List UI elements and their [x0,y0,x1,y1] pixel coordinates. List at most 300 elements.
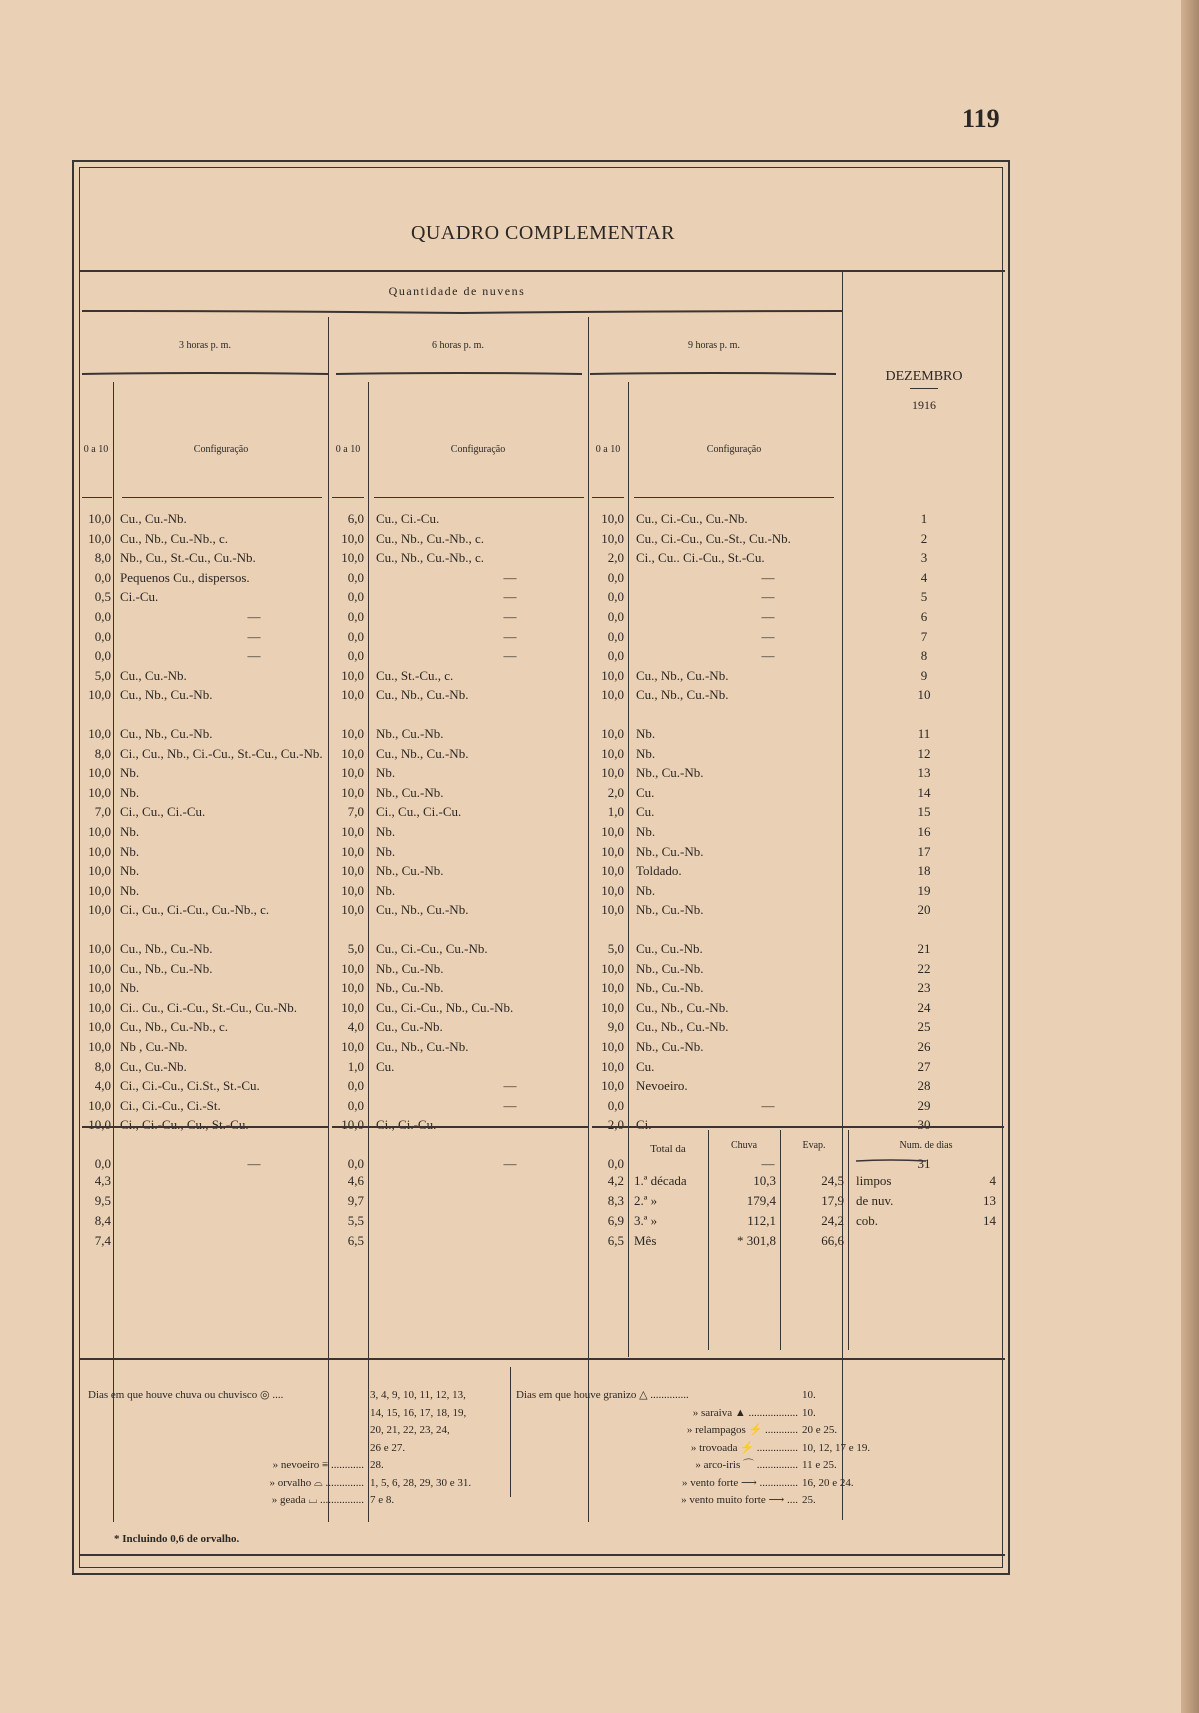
row-3-d: 3 [920,550,928,566]
header-rule-a3 [82,497,112,498]
row-27-c3: Cu., Cu.-Nb. [120,1058,187,1074]
totals-1-label: 1.ª década [634,1173,687,1188]
row-30-a6: 10,0 [341,1117,364,1133]
row-28-c3: Ci., Ci.-Cu., Ci.St., St.-Cu. [120,1078,260,1094]
notes_left-label-1: Dias em que houve chuva ou chuvisco ◎ .... [88,1389,284,1401]
row-15-c3: Ci., Cu., Ci.-Cu. [120,804,206,820]
row-4-a6: 0,0 [347,569,364,585]
row-31-a6: 0,0 [347,1156,364,1171]
row-31-a3: 0,0 [94,1156,111,1171]
row-26-c3: Nb , Cu.-Nb. [120,1039,188,1054]
row-21-a6: 5,0 [347,941,364,956]
row-25-a3: 10,0 [88,1019,111,1035]
row-14-d: 14 [917,784,931,800]
header-brace-9pm [590,370,836,378]
row-30-c9: Ci. [636,1117,652,1133]
row-14-c3: Nb. [120,784,140,800]
header-period-6pm: 6 horas p. m. [432,340,484,351]
row-2-c6: Cu., Nb., Cu.-Nb., c. [376,530,484,546]
notes_right-label-4: » trovoada ⚡ ............... [690,1441,798,1454]
row-10-a3: 10,0 [88,687,111,703]
row-11-a3: 10,0 [88,726,111,741]
row-26-c6: Cu., Nb., Cu.-Nb. [376,1039,469,1054]
notes-divider [510,1367,511,1497]
row-4-c9: — [761,569,775,585]
footnote: * Incluindo 0,6 de orvalho. [114,1533,240,1545]
row-3-a9: 2,0 [607,550,624,566]
row-25-d: 25 [917,1019,931,1035]
row-20-a9: 10,0 [601,902,624,918]
row-23-d: 23 [917,980,931,996]
row-5-a9: 0,0 [607,589,624,605]
notes_right-label-6: » vento forte ⟶ .............. [682,1476,798,1489]
row-26-a3: 10,0 [88,1039,111,1054]
row-7-c3: — [247,628,261,644]
totals-2-m6: 9,7 [347,1193,364,1208]
row-30-a9: 2,0 [607,1117,624,1133]
row-11-a6: 10,0 [341,726,364,741]
col-divider-3pm [328,317,329,1522]
row-8-d: 8 [920,648,928,664]
row-3-c6: Cu., Nb., Cu.-Nb., c. [376,550,484,566]
notes_left-value-4: 26 e 27. [370,1441,406,1454]
row-14-c6: Nb., Cu.-Nb. [376,784,444,800]
totals-3-chuva: 112,1 [747,1213,776,1228]
totals-divider-numdias [848,1130,849,1350]
row-18-a6: 10,0 [341,863,364,879]
row-29-a9: 0,0 [607,1097,624,1113]
notes_right-label-1: Dias em que houve granizo △ .............. [516,1389,689,1401]
row-6-a6: 0,0 [347,609,364,624]
notes_right-label-2: » saraiva ▲ .................. [692,1406,798,1419]
row-18-d: 18 [917,863,931,879]
row-8-a3: 0,0 [94,648,111,664]
totals-3-evap: 24,2 [821,1213,844,1228]
row-2-c9: Cu., Ci.-Cu., Cu.-St., Cu.-Nb. [636,530,791,546]
row-9-c9: Cu., Nb., Cu.-Nb. [636,667,729,683]
row-24-a9: 10,0 [601,999,624,1015]
row-2-a6: 10,0 [341,530,364,546]
row-9-d: 9 [920,667,928,683]
row-4-c6: — [503,569,517,585]
header-period-3pm: 3 horas p. m. [179,340,231,351]
row-4-a9: 0,0 [607,569,624,585]
totals-header-chuva: Chuva [730,1140,758,1151]
row-12-a6: 10,0 [341,745,364,761]
row-26-a6: 10,0 [341,1039,364,1054]
row-20-c6: Cu., Nb., Cu.-Nb. [376,902,469,918]
row-23-a3: 10,0 [88,980,111,996]
row-1-c6: Cu., Ci.-Cu. [376,511,440,526]
row-20-c3: Ci., Cu., Ci.-Cu., Cu.-Nb., c. [120,902,270,918]
row-22-c6: Nb., Cu.-Nb. [376,960,444,976]
row-27-c6: Cu. [376,1058,395,1074]
row-7-a9: 0,0 [607,628,624,644]
col-divider-a3 [113,382,114,1522]
row-19-c3: Nb. [120,882,140,898]
totals-3-nd_val: 14 [983,1213,996,1228]
header-month: DEZEMBRO [885,369,963,384]
row-17-a3: 10,0 [88,843,111,859]
row-25-c6: Cu., Cu.-Nb. [376,1019,443,1035]
row-26-c9: Nb., Cu.-Nb. [636,1039,704,1054]
row-13-a6: 10,0 [341,765,364,781]
row-13-a3: 10,0 [88,765,111,781]
row-25-c9: Cu., Nb., Cu.-Nb. [636,1019,729,1035]
row-15-c6: Ci., Cu., Ci.-Cu. [376,804,462,820]
row-11-c3: Cu., Nb., Cu.-Nb. [120,726,213,741]
row-1-c3: Cu., Cu.-Nb. [120,511,187,526]
row-24-d: 24 [917,999,931,1015]
row-5-a6: 0,0 [347,589,364,605]
totals-rule-6pm [332,1126,588,1128]
row-14-a6: 10,0 [341,784,364,800]
row-10-d: 10 [917,687,931,703]
header-config-3pm: Configuração [193,444,249,455]
row-3-c3: Nb., Cu., St.-Cu., Cu.-Nb. [120,550,256,566]
notes_right-label-7: » vento muito forte ⟶ .... [681,1494,798,1506]
row-2-a9: 10,0 [601,530,624,546]
totals-header-total-da: Total da [650,1143,686,1155]
totals-2-m3: 9,5 [94,1193,111,1208]
row-16-c9: Nb. [636,824,656,839]
row-20-a3: 10,0 [88,902,111,918]
row-18-c3: Nb. [120,863,140,879]
row-21-d: 21 [917,941,931,956]
row-16-d: 16 [917,824,931,839]
row-31-c3: — [247,1156,261,1171]
row-5-c6: — [503,589,517,605]
row-12-c6: Cu., Nb., Cu.-Nb. [376,745,469,761]
month-year-rule [910,388,938,389]
totals-1-m6: 4,6 [347,1173,364,1188]
row-26-a9: 10,0 [601,1039,624,1054]
bottom-rule [79,1554,1005,1556]
row-27-a3: 8,0 [94,1058,111,1074]
row-6-a3: 0,0 [94,609,111,624]
row-5-a3: 0,5 [94,589,111,605]
row-24-c9: Cu., Nb., Cu.-Nb. [636,999,729,1015]
notes_right-label-5: » arco-iris ⌒ ............... [695,1459,798,1471]
row-13-c9: Nb., Cu.-Nb. [636,765,704,781]
notes_right-value-3: 20 e 25. [802,1424,838,1436]
row-8-c6: — [503,648,517,664]
totals-1-m3: 4,3 [94,1173,111,1188]
notes_left-value-6: 1, 5, 6, 28, 29, 30 e 31. [370,1476,472,1489]
row-7-c6: — [503,628,517,644]
row-27-a6: 1,0 [347,1058,364,1074]
row-17-c6: Nb. [376,843,396,859]
row-8-c3: — [247,648,261,664]
header-brace-3pm [82,370,328,378]
row-14-c9: Cu. [636,784,655,800]
row-21-a9: 5,0 [607,941,624,956]
header-brace [82,307,842,315]
totals-1-m9: 4,2 [607,1173,624,1188]
num-dias-brace [856,1158,926,1164]
totals-3-m6: 5,5 [347,1213,364,1228]
totals-3-label: 3.ª » [634,1213,658,1228]
row-6-c3: — [247,609,261,624]
row-30-d: 30 [917,1117,931,1133]
table-frame [72,160,1010,1575]
row-11-c9: Nb. [636,726,656,741]
row-22-a9: 10,0 [601,960,624,976]
page-number: 119 [962,104,1000,133]
header-group-title: Quantidade de nuvens [388,284,526,298]
row-11-a9: 10,0 [601,726,624,741]
row-2-c3: Cu., Nb., Cu.-Nb., c. [120,530,228,546]
row-16-a3: 10,0 [88,824,111,839]
row-30-a3: 10,0 [88,1117,111,1133]
header-period-9pm: 9 horas p. m. [688,340,740,351]
totals-4-evap: 66,6 [821,1233,844,1248]
row-31-a9: 0,0 [607,1156,624,1171]
header-rule-a9 [592,497,624,498]
notes_right-value-4: 10, 12, 17 e 19. [802,1441,871,1454]
row-28-a9: 10,0 [601,1078,624,1094]
row-7-c9: — [761,628,775,644]
row-3-a6: 10,0 [341,550,364,566]
row-22-c9: Nb., Cu.-Nb. [636,960,704,976]
row-22-a6: 10,0 [341,960,364,976]
row-16-c3: Nb. [120,824,140,839]
row-9-c6: Cu., St.-Cu., c. [376,667,454,683]
row-23-a9: 10,0 [601,980,624,996]
totals-2-nd_label: de nuv. [856,1193,894,1208]
totals-2-nd_val: 13 [983,1193,996,1208]
row-17-c9: Nb., Cu.-Nb. [636,843,704,859]
row-10-a9: 10,0 [601,687,624,703]
totals-4-m6: 6,5 [347,1233,364,1248]
row-15-c9: Cu. [636,804,655,820]
row-15-a6: 7,0 [347,804,364,820]
row-11-d: 11 [917,726,931,741]
header-rule-c6 [374,497,584,498]
row-1-a9: 10,0 [601,511,624,526]
header-rule-a6 [332,497,364,498]
row-29-d: 29 [917,1097,931,1113]
totals-1-nd_val: 4 [989,1173,996,1188]
row-10-c3: Cu., Nb., Cu.-Nb. [120,687,213,703]
row-15-a3: 7,0 [94,804,111,820]
row-18-a9: 10,0 [601,863,624,879]
row-14-a9: 2,0 [607,784,624,800]
row-19-a3: 10,0 [88,882,111,898]
row-23-a6: 10,0 [341,980,364,996]
row-8-a6: 0,0 [347,648,364,664]
notes_left-label-7: » geada ⌴ ................ [271,1494,364,1506]
row-12-a9: 10,0 [601,745,624,761]
row-10-c6: Cu., Nb., Cu.-Nb. [376,687,469,703]
row-18-a3: 10,0 [88,863,111,879]
row-16-a9: 10,0 [601,824,624,839]
notes_left-label-6: » orvalho ⌓ .............. [269,1476,364,1489]
col-divider-6pm [588,317,589,1522]
col-divider-a9 [628,382,629,1357]
row-23-c6: Nb., Cu.-Nb. [376,980,444,996]
row-29-a3: 10,0 [88,1097,111,1113]
row-29-c9: — [761,1097,775,1113]
notes_right-label-3: » relampagos ⚡ ............ [686,1424,798,1436]
row-1-a3: 10,0 [88,511,111,526]
notes_right-value-6: 16, 20 e 24. [802,1476,854,1489]
totals-3-m9: 6,9 [607,1213,624,1228]
row-2-d: 2 [920,530,928,546]
row-17-d: 17 [917,843,931,859]
row-24-a3: 10,0 [88,999,111,1015]
row-15-a9: 1,0 [607,804,624,820]
row-24-c3: Ci.. Cu., Ci.-Cu., St.-Cu., Cu.-Nb. [120,999,297,1015]
row-27-d: 27 [917,1058,931,1074]
row-1-d: 1 [920,511,928,526]
row-12-c3: Ci., Cu., Nb., Ci.-Cu., St.-Cu., Cu.-Nb. [120,745,323,761]
totals-4-label: Mês [634,1233,657,1248]
totals-3-m3: 8,4 [94,1213,111,1228]
totals-4-m9: 6,5 [607,1233,624,1248]
row-27-a9: 10,0 [601,1058,624,1074]
notes_right-value-2: 10. [802,1406,816,1419]
row-19-c6: Nb. [376,882,396,898]
row-12-a3: 8,0 [94,745,111,761]
book-spine-shadow [1181,0,1199,1713]
row-9-c3: Cu., Cu.-Nb. [120,667,187,683]
header-amount-9pm: 0 a 10 [595,444,621,455]
row-3-a3: 8,0 [94,550,111,566]
row-19-d: 19 [917,882,931,898]
row-28-a3: 4,0 [94,1078,111,1094]
row-27-c9: Cu. [636,1058,655,1074]
row-28-c9: Nevoeiro. [636,1078,688,1094]
notes_left-value-7: 7 e 8. [370,1494,395,1506]
row-25-a9: 9,0 [607,1019,624,1035]
row-22-c3: Cu., Nb., Cu.-Nb. [120,960,213,976]
row-23-c3: Nb. [120,980,140,996]
row-5-c3: Ci.-Cu. [120,589,159,605]
row-9-a3: 5,0 [94,667,111,683]
row-29-a6: 0,0 [347,1097,364,1113]
totals-2-evap: 17,9 [821,1193,844,1208]
row-16-c6: Nb. [376,824,396,839]
row-13-a9: 10,0 [601,765,624,781]
row-18-c9: Toldado. [636,863,682,879]
row-21-c3: Cu., Nb., Cu.-Nb. [120,941,213,956]
row-22-d: 22 [917,960,931,976]
row-17-c3: Nb. [120,843,140,859]
row-20-c9: Nb., Cu.-Nb. [636,902,704,918]
row-10-c9: Cu., Nb., Cu.-Nb. [636,687,729,703]
title-rule [79,270,1005,272]
row-24-c6: Cu., Ci.-Cu., Nb., Cu.-Nb. [376,999,514,1015]
row-6-c6: — [503,609,517,624]
row-4-d: 4 [920,569,928,585]
totals-header-evap: Evap. [802,1140,826,1151]
row-29-c6: — [503,1097,517,1113]
row-17-a9: 10,0 [601,843,624,859]
row-13-c6: Nb. [376,765,396,781]
totals-1-chuva: 10,3 [753,1173,776,1188]
row-26-d: 26 [917,1039,931,1054]
row-9-a6: 10,0 [341,667,364,683]
row-21-a3: 10,0 [88,941,111,956]
header-rule-c9 [634,497,834,498]
row-15-d: 15 [917,804,931,820]
row-28-d: 28 [917,1078,931,1094]
row-12-c9: Nb. [636,745,656,761]
totals-rule-9pm [592,1126,1004,1128]
notes_left-label-5: » nevoeiro ≡ ............ [272,1459,364,1471]
row-19-c9: Nb. [636,882,656,898]
header-rule-c3 [122,497,322,498]
row-5-c9: — [761,589,775,605]
row-2-a3: 10,0 [88,530,111,546]
totals-1-evap: 24,5 [821,1173,844,1188]
row-17-a6: 10,0 [341,843,364,859]
header-year: 1916 [912,398,936,412]
totals-4-chuva: * 301,8 [737,1233,776,1248]
notes_right-value-7: 25. [802,1494,816,1506]
row-9-a9: 10,0 [601,667,624,683]
row-25-c3: Cu., Nb., Cu.-Nb., c. [120,1019,228,1035]
notes-rule [79,1358,1005,1360]
notes_right-value-5: 11 e 25. [802,1459,837,1471]
row-20-a6: 10,0 [341,902,364,918]
row-13-d: 13 [917,765,931,781]
totals-rule-3pm [82,1126,328,1128]
header-config-6pm: Configuração [450,444,506,455]
row-10-a6: 10,0 [341,687,364,703]
row-18-c6: Nb., Cu.-Nb. [376,863,444,879]
row-6-d: 6 [920,609,928,624]
row-29-c3: Ci., Ci.-Cu., Ci.-St. [120,1097,221,1113]
row-22-a3: 10,0 [88,960,111,976]
header-amount-3pm: 0 a 10 [83,444,109,455]
row-19-a6: 10,0 [341,882,364,898]
notes_left-value-1: 3, 4, 9, 10, 11, 12, 13, [370,1389,466,1401]
totals-2-chuva: 179,4 [746,1193,776,1208]
header-brace-6pm [336,370,582,378]
row-1-c9: Cu., Ci.-Cu., Cu.-Nb. [636,511,748,526]
row-28-c6: — [503,1078,517,1094]
notes_left-value-2: 14, 15, 16, 17, 18, 19, [370,1406,467,1419]
row-1-a6: 6,0 [347,511,364,526]
totals-1-nd_label: limpos [856,1173,892,1188]
header-amount-6pm: 0 a 10 [335,444,361,455]
totals-2-label: 2.ª » [634,1193,658,1208]
row-13-c3: Nb. [120,765,140,781]
row-31-c6: — [503,1156,517,1171]
notes_left-value-5: 28. [370,1459,384,1471]
row-3-c9: Ci., Cu.. Ci.-Cu., St.-Cu. [636,550,765,566]
row-4-c3: Pequenos Cu., dispersos. [120,569,250,585]
row-16-a6: 10,0 [341,824,364,839]
row-31-c9: — [761,1156,775,1171]
row-31-d: 31 [917,1156,931,1171]
row-25-a6: 4,0 [347,1019,364,1035]
header-config-9pm: Configuração [706,444,762,455]
col-divider-a6 [368,382,369,1522]
row-30-c6: Ci., Ci.-Cu. [376,1117,437,1133]
row-21-c9: Cu., Cu.-Nb. [636,941,703,956]
row-6-c9: — [761,609,775,624]
row-28-a6: 0,0 [347,1078,364,1094]
row-7-a6: 0,0 [347,628,364,644]
row-20-d: 20 [917,902,931,918]
row-5-d: 5 [920,589,928,605]
row-7-d: 7 [920,628,928,644]
row-23-c9: Nb., Cu.-Nb. [636,980,704,996]
totals-2-m9: 8,3 [607,1193,624,1208]
